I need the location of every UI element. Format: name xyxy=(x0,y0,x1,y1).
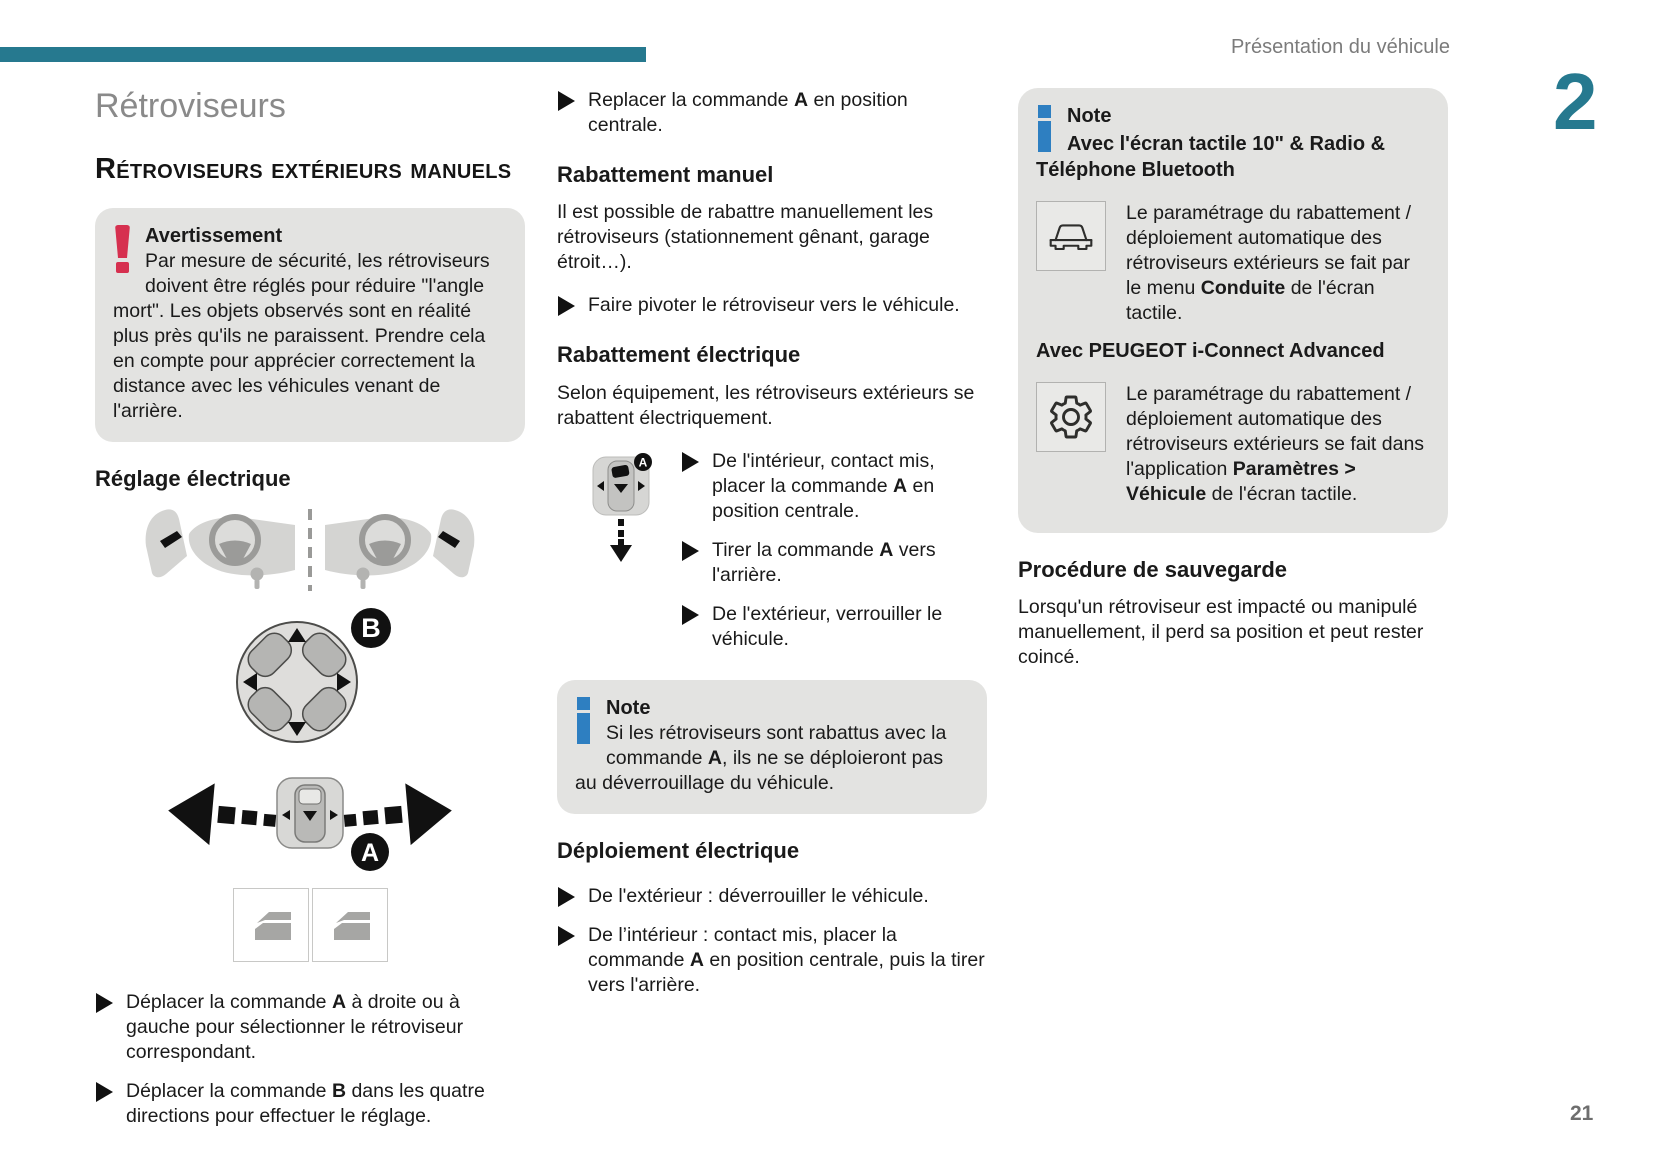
bullet-item: De l'extérieur : déverrouiller le véhicule. xyxy=(557,884,987,909)
bullet-item: Tirer la commande A vers l'arrière. xyxy=(681,538,986,588)
mirror-adjustment-dashboard-diagram xyxy=(135,504,485,596)
info-icon xyxy=(1038,105,1051,152)
svg-text:B: B xyxy=(361,613,381,644)
bullet-item: Déplacer la commande A à droite ou à gauche pour sélectionner le rétroviseur correspondant. xyxy=(95,990,525,1065)
parametres-setting-text: Le paramétrage du rabattement / déploiement automatique des rétroviseurs extérieurs se fait dans l'application Paramètres > Véhicule de l'écran tactile. xyxy=(1126,383,1425,505)
info-icon xyxy=(577,697,590,744)
note-text: Si les rétroviseurs sont rabattus avec la commande A, ils ne se déploieront pas au déverrouillage du véhicule. xyxy=(575,721,947,794)
column-middle xyxy=(557,88,987,1012)
triangle-right-marker xyxy=(558,926,575,946)
top-accent-bar xyxy=(0,47,646,62)
selector-dial-b-diagram xyxy=(225,604,395,756)
column-right xyxy=(1018,88,1448,682)
procedure-sauvegarde-text: Lorsqu'un rétroviseur est impacté ou manipulé manuellement, il perd sa position et peut rester coincé. xyxy=(1018,596,1424,669)
heading-procedure-sauvegarde: Procédure de sauvegarde xyxy=(1018,557,1288,582)
heading-rabattement-manuel: Rabattement manuel xyxy=(557,162,774,187)
rabattement-manuel-text: Il est possible de rabattre manuellement les rétroviseurs (stationnement gênant, garage étroit…). xyxy=(557,201,934,274)
warning-box xyxy=(95,208,525,442)
bullet-item: Replacer la commande A en position centrale. xyxy=(557,88,987,138)
page-title: Rétroviseurs xyxy=(95,87,286,125)
gear-icon xyxy=(1036,382,1106,452)
chapter-number: 2 xyxy=(1553,57,1598,146)
triangle-right-marker xyxy=(558,296,575,316)
exclamation-icon xyxy=(115,225,130,273)
triangle-right-marker xyxy=(96,993,113,1013)
triangle-right-marker xyxy=(682,541,699,561)
conduite-setting-text: Le paramétrage du rabattement / déploiement automatique des rétroviseurs extérieurs se fait par le menu Conduite de l'écran tactile. xyxy=(1126,202,1412,324)
page-number: 21 xyxy=(1570,1102,1594,1125)
selector-switch-a-diagram xyxy=(160,764,460,876)
triangle-right-marker xyxy=(558,91,575,111)
parametres-setting-row xyxy=(1036,382,1430,507)
svg-text:A: A xyxy=(638,455,648,470)
heading-rabattement-electrique: Rabattement électrique xyxy=(557,342,801,368)
note-title: Note xyxy=(1067,105,1112,127)
warning-title: Avertissement xyxy=(145,224,283,247)
door-mirror-right-icon xyxy=(312,888,388,962)
heading-reglage-electrique: Réglage électrique xyxy=(95,465,291,491)
warning-text: Par mesure de sécurité, les rétroviseurs doivent être réglés pour réduire "l'angle mort". Les objets observés sont en réalité plus près qu'ils ne paraissent. Prendre cela en compte pour apprécier correctement la distance avec les véhicules venant de l'arrière. xyxy=(113,249,490,422)
triangle-right-marker xyxy=(96,1082,113,1102)
svg-text:A: A xyxy=(360,839,380,868)
door-mirror-left-icon xyxy=(233,888,309,962)
column-left xyxy=(95,88,525,1143)
section-main-heading: Rétroviseurs extérieurs manuels xyxy=(95,153,512,186)
note-subheading-iconnect: Avec PEUGEOT i-Connect Advanced xyxy=(1036,340,1385,362)
heading-deploiement-electrique: Déploiement électrique xyxy=(557,837,800,863)
note-subheading-touchscreen: Avec l'écran tactile 10" & Radio & Téléphone Bluetooth xyxy=(1036,133,1386,181)
triangle-right-marker xyxy=(558,887,575,907)
note-box xyxy=(557,680,987,814)
fold-switch-row xyxy=(557,449,987,666)
bullet-item: De l’intérieur : contact mis, placer la commande A en position centrale, puis la tirer vers l'arrière. xyxy=(557,923,987,998)
bullet-item: De l'extérieur, verrouiller le véhicule. xyxy=(681,602,986,652)
bullet-item: Faire pivoter le rétroviseur vers le véhicule. xyxy=(557,293,987,318)
note-box-settings xyxy=(1018,88,1448,533)
car-front-icon xyxy=(1036,201,1106,271)
bullet-item: Déplacer la commande B dans les quatre directions pour effectuer le réglage. xyxy=(95,1079,525,1129)
triangle-right-marker xyxy=(682,452,699,472)
triangle-right-marker xyxy=(682,605,699,625)
bullet-item: De l'intérieur, contact mis, placer la commande A en position centrale. xyxy=(681,449,986,524)
rabattement-electrique-text: Selon équipement, les rétroviseurs extérieurs se rabattent électriquement. xyxy=(557,381,975,429)
conduite-setting-row xyxy=(1036,201,1430,326)
mirror-select-icons xyxy=(95,888,525,962)
note-title: Note xyxy=(606,696,651,719)
running-header: Présentation du véhicule xyxy=(1230,36,1450,58)
mirror-fold-switch-icon xyxy=(587,449,655,571)
